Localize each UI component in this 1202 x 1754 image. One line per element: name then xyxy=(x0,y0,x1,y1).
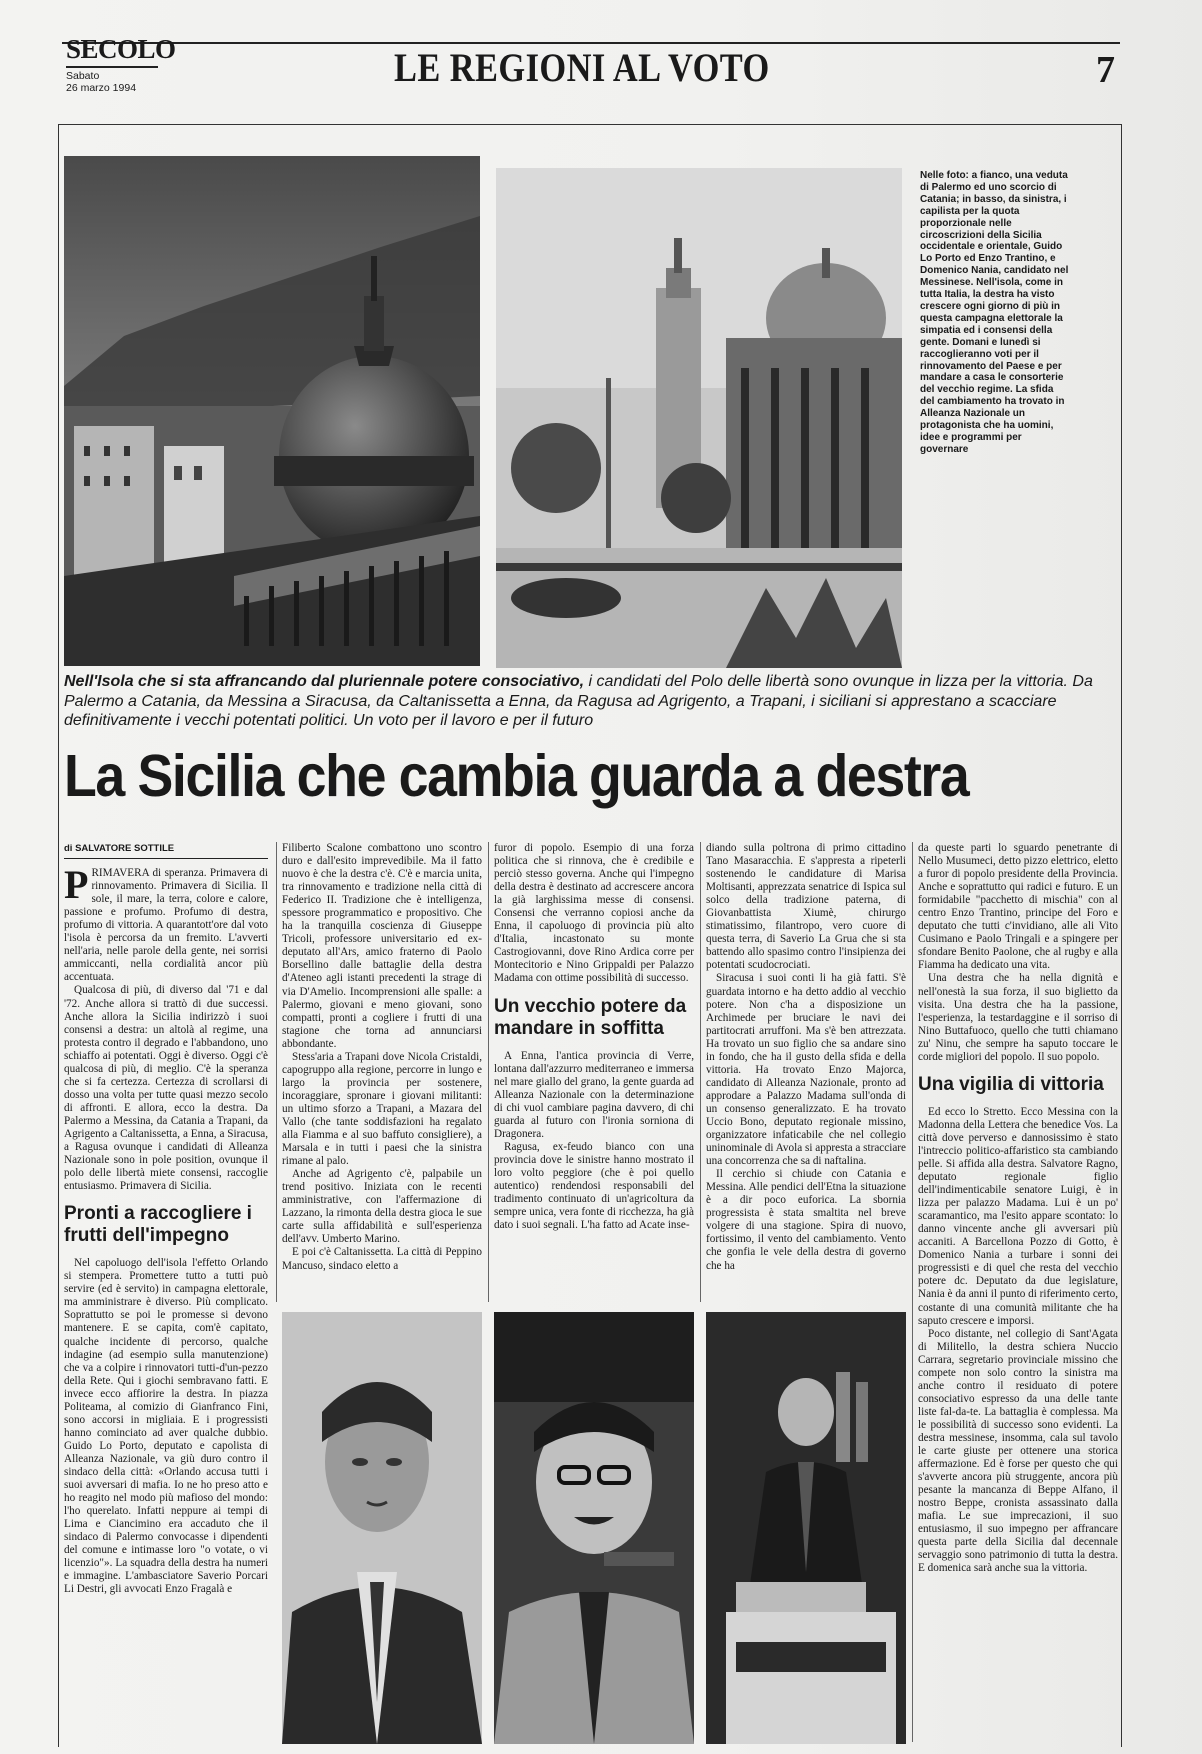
column-rule xyxy=(700,842,701,1302)
article-column-4 xyxy=(706,842,906,1302)
headline: La Sicilia che cambia guarda a destra xyxy=(64,743,969,809)
drop-cap: P xyxy=(64,862,89,908)
kicker xyxy=(64,672,1104,731)
byline: di SALVATORE SOTTILE xyxy=(64,842,268,859)
article-paragraph: Anche ad Agrigento c'è, palpabile un trend positivo. Iniziata con le recenti amministrative, con l'affermazione di Lazzano, la rimonta della destra gioca le sue carte sulla affidabilità e sull'esperienza dell'avv. Umberto Marino. xyxy=(282,1168,482,1246)
article-column-1 xyxy=(64,842,268,1742)
catania-cathedral-photo xyxy=(496,168,902,668)
column-rule xyxy=(912,842,913,1742)
article-paragraph: Nel capoluogo dell'isola l'effetto Orlando si stempera. Promettere tutto a tutti può servire (ed è servito) in campagna elettorale, ma amministrare è diverso. Più complicato. Soprattutto se poi le promesse si devono mantenere. E se capita, com'è capitato, qualche incidente di percorso, qualche indagine (ad esempio sulla manutenzione) che va a colpire i rinnovatori tutti-d'un-pezzo della Rete. Qui i giochi sembravano fatti. E invece ecco affiorire la destra. In piazza Politeama, al comizio di Gianfranco Fini, sono accorsi in migliaia. E i progressisti hanno cominciato ad aver qualche dubbio. Guido Lo Porto, deputato e capolista di Alleanza Nazionale, va giù duro contro il sindaco della città: «Orlando accusa tutti i suoi avversari di mafia. Io ne ho preso atto e ho reagito nel modo più mafioso del mondo: l'ho querelato. Infatti neppure ai tempi di Lima e Ciancimino era accaduto che il sindaco di Palermo convocasse i dipendenti del comune e intimasse loro "o votate, o vi licenzio"». La squadra della destra ha numeri e immagine. L'ambasciatore Saverio Porcari Li Destri, gli avvocati Enzo Fragalà e xyxy=(64,1257,268,1596)
article-paragraph: E poi c'è Caltanissetta. La città di Peppino Mancuso, sindaco eletto a xyxy=(282,1246,482,1272)
photo-caption: Nelle foto: a fianco, una veduta di Palermo ed uno scorcio di Catania; in basso, da sinistra, i capilista per la quota proporzionale nelle circoscrizioni della Sicilia occidentale e orientale, Guido Lo Porto ed Enzo Trantino, e Domenico Nania, candidato nel Messinese. Nell'isola, come in tutta Italia, la destra ha visto crescere ogni giorno di più in questa campagna elettorale la simpatia ed i consensi della gente. Domani e lunedì si raccoglieranno voti per il rinnovamento del Paese e per mandare a casa le consorterie del vecchio regime. La sfida del cambiamento ha trovato in Alleanza Nazionale un protagonista che ha uomini, idee e programmi per governare xyxy=(920,170,1069,455)
article-paragraph: Stess'aria a Trapani dove Nicola Cristaldi, capogruppo alla regione, percorre in lungo e largo la provincia per sostenere, incoraggiare, spronare i giovani militanti: un ultimo sforzo a Trapani, a Mazara del Vallo (che tante soddisfazioni ha regalato alla Fiamma e al suo baffuto consigliere), a Marsala e in tutti i paesi che la sinistra rimane al palo. xyxy=(282,1050,482,1168)
newspaper-logo: SECOLO xyxy=(66,34,176,64)
section-title: LE REGIONI AL VOTO xyxy=(394,45,770,90)
column-rule xyxy=(488,842,489,1302)
article-paragraph: Filiberto Scalone combattono uno scontro duro e dall'esito imprevedibile. Ma il fatto nuovo è che la destra c'è. C'è e marcia unita, tra rinnovamento e tradizione nella città di Federico II. Tradizione che è intelligenza, spessore programmatico e propositivo. Che ha la tranquilla coscienza di Giuseppe Tricoli, professore universitario ed ex-deputato all'Ars, amico fraterno di Paolo Borsellino dalle battaglie della destra d'Ateneo agli istanti precedenti la strage di via D'Amelio. Incomprensioni alle spalle: a Palermo, giovani e meno giovani, sono compatti, pronti a cogliere i frutti di una stagione che torna ad annunciarsi abbondante. xyxy=(282,842,482,1050)
subheading: Un vecchio potere da mandare in soffitta xyxy=(494,995,687,1039)
article-paragraph: furor di popolo. Esempio di una forza politica che si rinnova, che è credibile e perciò stesso governa. Anche qui l'impegno della destra è destinato ad accrescere ancora la già larghissima messe di consensi. Consensi che verranno copiosi anche da Enna, il capoluogo di provincia più alto d'Italia, incastonato su monte Castrogiovanni, dove Rino Ardica corre per Montecitorio e Nino Grippaldi per Palazzo Madama con ottime possibilità di successo. xyxy=(494,842,694,985)
issue-day: Sabato xyxy=(66,70,100,82)
article-paragraph: Poco distante, nel collegio di Sant'Agata di Militello, la destra schiera Nuccio Carrara, segretario provinciale missino che compete non solo contro la sinistra ma anche contro il residuato di potere consociativo espresso da una delle tante liste fal-da-te. La battaglia è complessa. Ma le possibilità di successo sono evidenti. La destra messinese, insomma, cala sul tavolo le carte giuste per ottenere una storica affermazione. Ed è forse per questo che qui s'avverte ancora più struggente, ancora più pesante la mancanza di Beppe Alfano, il nostro Beppe, cronista assassinato dalla mafia. Le sue imprecazioni, il suo entusiasmo, il suo impegno per affrancare questa parte della Sicilia dal decennale servaggio sono patrimonio di tutta la destra. E domenica sarà anche sua la vittoria. xyxy=(918,1327,1118,1575)
issue-date-text: 26 marzo 1994 xyxy=(66,82,137,94)
article-paragraph: diando sulla poltrona di primo cittadino Tano Masaracchia. E s'appresta a ripeterli sostenendo le candidature di Marisa Moltisanti, apprezzata senatrice di Ispica sul solco della tradizione paterna, di Giovanbattista Xiumè, chirurgo stimatissimo, filantropo, vero cuore di questa terra, di Saverio La Grua che si sta battendo allo spasimo contro l'insipienza dei potentati scudocrociati. xyxy=(706,842,906,972)
enzo-trantino-photo xyxy=(494,1312,694,1744)
subheading: Una vigilia di vittoria xyxy=(918,1073,1104,1095)
column-rule xyxy=(276,842,277,1302)
palermo-cathedral-photo xyxy=(64,156,480,666)
kicker-rest: i candidati del Polo delle libertà sono ovunque in lizza per la vittoria. Da Palermo a Catania, da Messina a Siracusa, da Caltanissetta a Enna, da Ragusa ad Agrigento, a Trapani, i siciliani si apprestano a scacciare definitivamente i vecchi potentati politici. Un voto per il lavoro e per il futuro xyxy=(64,673,1093,729)
article-paragraph: Qualcosa di più, di diverso dal '71 e dal '72. Anche allora si trattò di due successi. Anche allora la Sicilia indirizzò i suoi consensi a destra: un altolà al regime, una protesta contro il degrado e l'abbandono, uno schiaffo ai potentati. Oggi è diverso. Oggi c'è qualcosa di più, di meglio. C'è la speranza che si fa certezza. Certezza di scrollarsi di dosso una volta per tutte quasi mezzo secolo di affronti. E allora, ecco la destra. Da Palermo a Messina, da Catania a Trapani, da Agrigento a Caltanissetta, a Enna, a Siracusa, a Ragusa ovunque i candidati di Alleanza Nazionale sono in pole position, ovunque il polo delle libertà miete consensi, raccoglie entusiasmo. Primavera di Sicilia. xyxy=(64,984,268,1193)
article-column-2 xyxy=(282,842,482,1302)
domenico-nania-photo xyxy=(706,1312,906,1744)
kicker-lead: Nell'Isola che si sta affrancando dal pluriennale potere consociativo, xyxy=(64,673,585,690)
article-paragraph: Il cerchio si chiude con Catania e Messina. Alle pendici dell'Etna la situazione è a dir poco euforica. La sbornia progressista è stata smaltita nel breve volgere di una stagione. Spira di nuovo, fortissimo, il vento del cambiamento. Vento che gonfia le vele della destra di governo che ha xyxy=(706,1168,906,1272)
article-paragraph: Ragusa, ex-feudo bianco con una provincia dove le sinistre hanno mostrato il loro volto peggiore (che è poi quello autentico) rendendosi responsabili del tradimento continuato di un'agricoltura da sempre unica, vera fonte di ricchezza, ha già dato i suoi segnali. L'ha fatto ad Acate inse- xyxy=(494,1140,694,1232)
article-paragraph: A Enna, l'antica provincia di Verre, lontana dall'azzurro mediterraneo e immersa nel mare giallo del grano, la gente guarda ad Alleanza Nazionale con la determinazione di chi vuol cambiare pagina davvero, di chi guarda al futuro con l'ironia sorniona di Dragonera. xyxy=(494,1049,694,1140)
article-column-5 xyxy=(918,842,1118,1742)
guido-lo-porto-photo xyxy=(282,1312,482,1744)
logo-underline xyxy=(66,66,158,68)
page-number: 7 xyxy=(1096,49,1115,91)
article-paragraph: PRIMAVERA di speranza. Primavera di rinnovamento. Primavera di Sicilia. Il sole, il mare, la terra, colore e calore, passione e profumo. Profumo di destra, profumo di vittoria. A quarantott'ore dal voto l'isola è percorsa da un fremito. L'avverti nell'aria, nelle parole della gente, nei sorrisi ammiccanti, nella cordialità ancor più accentuata. xyxy=(64,862,268,984)
article-paragraph: Una destra che ha nella dignità e nell'onestà la sua forza, il suo biglietto da visita. Una destra che ha la passione, l'esperienza, la testardaggine e il sorriso di Nino Buttafuoco, quello che tutti chiamano zu' Ninu, che sempre ha saputo toccare le corde migliori del popolo. Il suo popolo. xyxy=(918,972,1118,1063)
article-column-3 xyxy=(494,842,694,1302)
article-paragraph: da queste parti lo sguardo penetrante di Nello Musumeci, detto pizzo elettrico, eletto a furor di popolo presidente della Provincia. Anche e soprattutto qui radici e futuro. E un formidabile "pacchetto di mischia" con al centro Enzo Trantino, principe del Foro e deputato che tutti c'invidiano, alle ali Vito Cusimano e Paolo Tringali e a spingere per sfondare Benito Paolone, che al rugby e alla Fiamma ha dedicato una vita. xyxy=(918,842,1118,972)
article-paragraph: Siracusa i suoi conti li ha già fatti. S'è guardata intorno e ha detto addio al vecchio potere. Non c'ha a disposizione un Archimede per bruciare le navi dei partitocrati arruffoni. Ma s'è ben attrezzata. Ha trovato un suo figlio che sa andare sino in fondo, che ha il gusto della sfida e della vittoria. Ha trovato Enzo Majorca, candidato di Alleanza Nazionale, pronto ad approdare a Palazzo Madama sull'onda di un consenso generalizzato. E ha trovato Uccio Bono, deputato regionale missino, organizzatore infaticabile che nel collegio uninominale di Avola si appresta a stracciare una concorrenza che sa di naftalina. xyxy=(706,972,906,1168)
subheading: Pronti a raccogliere i frutti dell'impegno xyxy=(64,1203,252,1247)
article-paragraph: Ed ecco lo Stretto. Ecco Messina con la Madonna della Lettera che benedice Vos. La città dove perverso e dannosissimo è stato l'intreccio politico-affaristico sta cambiando pelle. Si affida alla destra. Salvatore Ragno, deputato regionale figlio dell'indimenticabile senatore Luigi, è in lizza per palazzo Madama. Lui è un po' scaramantico, ma l'esito appare scontato: lo danno vincente anche gli avversari più accaniti. A Barcellona Pozzo di Gotto, è Domenico Nania a turbare i sonni dei progressisti e di quel che resta del vecchio potere dc. Deputato da due legislature, Nania è da anni il punto di riferimento certo, costante di una comunità militante che ha saputo crescere e imporsi. xyxy=(918,1105,1118,1327)
issue-date xyxy=(66,70,136,94)
